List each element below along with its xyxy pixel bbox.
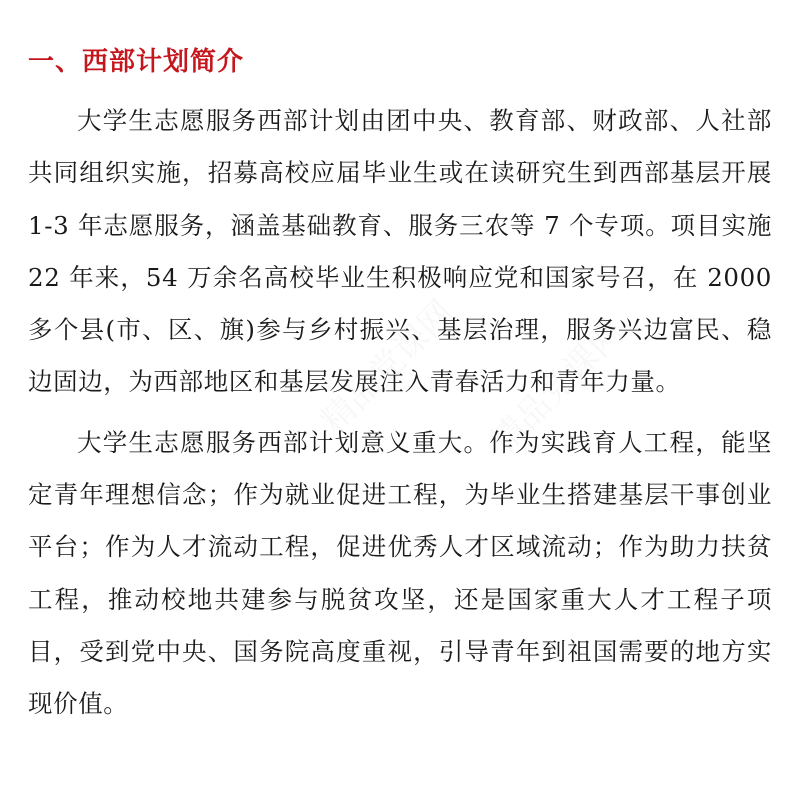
- watermark-text: 精品党课网: [483, 312, 632, 462]
- watermark-text: 精品党课网: [313, 292, 462, 442]
- section-heading: 一、西部计划简介: [28, 47, 245, 77]
- paragraph-intro: 大学生志愿服务西部计划由团中央、教育部、财政部、人社部共同组织实施，招募高校应届毕业生或在读研究生到西部基层开展 1-3 年志愿服务，涵盖基础教育、服务三农等 7 个专项。项目实施 22 年来，54 万余名高校毕业生积极响应党和国家号召，在 2000 多个县(市、区、旗)参与乡村振兴、基层治理，服务兴边富民、稳边固边，为西部地区和基层发展注入青春活力和青年力量。: [28, 106, 772, 397]
- document-body: [28, 95, 772, 731]
- paragraph-significance: 大学生志愿服务西部计划意义重大。作为实践育人工程，能坚定青年理想信念；作为就业促进工程，为毕业生搭建基层干事创业平台；作为人才流动工程，促进优秀人才区域流动；作为助力扶贫工程，推动校地共建参与脱贫攻坚，还是国家重大人才工程子项目，受到党中央、国务院高度重视，引导青年到祖国需要的地方实现价值。: [28, 427, 772, 719]
